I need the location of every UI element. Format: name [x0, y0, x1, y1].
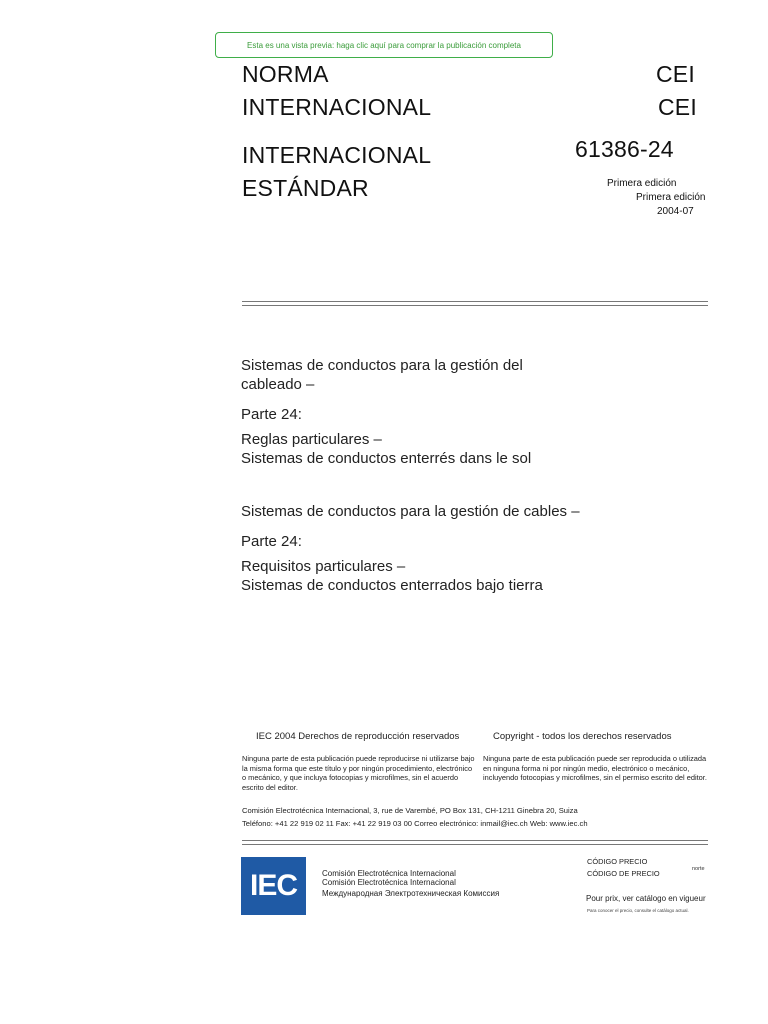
- copyright-text-right: Ninguna parte de esta publicación puede ser reproducida o utilizada en ninguna forma ni por ningún medio, electrónico o mecánico, incluyendo fotocopias y microfilmes, sin el permiso escrito del editor.: [483, 754, 707, 783]
- org-name-1: Comisión Electrotécnica Internacional: [322, 869, 456, 878]
- title1-line1: Sistemas de conductos para la gestión del: [241, 357, 523, 374]
- title1-subtitle1: Reglas particulares –: [241, 431, 382, 448]
- iec-contact: Teléfono: +41 22 919 02 11 Fax: +41 22 919 03 00 Correo electrónico: inmail@iec.ch Web: www.iec.ch: [242, 819, 588, 828]
- title2-line1: Sistemas de conductos para la gestión de cables –: [241, 503, 580, 520]
- edition-label-2: Primera edición: [636, 192, 706, 203]
- preview-purchase-banner[interactable]: Esta es una vista previa: haga clic aquí para comprar la publicación completa: [215, 32, 553, 58]
- price-code-label-2: CÓDIGO DE PRECIO: [587, 869, 660, 878]
- price-note-small: Para conocer el precio, consulte el catálogo actual.: [587, 908, 689, 913]
- standard-number: 61386-24: [575, 136, 674, 162]
- copyright-heading-left: IEC 2004 Derechos de reproducción reservados: [256, 731, 460, 742]
- divider-rule: [242, 305, 708, 306]
- footer-divider-rule: [242, 844, 708, 845]
- copyright-text-left: Ninguna parte de esta publicación puede reproducirse ni utilizarse bajo la misma forma que este título y por ningún procedimiento, electrónico o mecánico, y que incluya fotocopias y microfilmes, sin el acuerdo escrito del editor.: [242, 754, 475, 792]
- title1-subtitle2: Sistemas de conductos enterrés dans le sol: [241, 450, 532, 467]
- copyright-heading-right: Copyright - todos los derechos reservados: [493, 731, 672, 742]
- header-norma: NORMA: [242, 61, 329, 87]
- title1-line2: cableado –: [241, 376, 315, 393]
- iec-logo: IEC: [241, 857, 306, 915]
- header-internacional-1: INTERNACIONAL: [242, 94, 432, 120]
- price-note: Pour prix, ver catálogo en vigueur: [586, 894, 706, 903]
- price-code-label-1: CÓDIGO PRECIO: [587, 857, 648, 866]
- edition-date: 2004-07: [657, 206, 694, 217]
- title2-subtitle1: Requisitos particulares –: [241, 558, 406, 575]
- org-name-russian: Международная Электротехническая Комиссия: [322, 889, 500, 898]
- footer-divider-rule: [242, 840, 708, 841]
- header-cei-1: CEI: [656, 61, 695, 87]
- edition-label-1: Primera edición: [607, 178, 677, 189]
- org-name-2: Comisión Electrotécnica Internacional: [322, 878, 456, 887]
- divider-rule: [242, 301, 708, 302]
- title2-part: Parte 24:: [241, 533, 302, 550]
- header-internacional-2: INTERNACIONAL: [242, 142, 432, 168]
- header-cei-2: CEI: [658, 94, 697, 120]
- title2-subtitle2: Sistemas de conductos enterrados bajo tierra: [241, 577, 543, 594]
- iec-address: Comisión Electrotécnica Internacional, 3, rue de Varembé, PO Box 131, CH-1211 Ginebra 20, Suiza: [242, 806, 578, 815]
- title1-part: Parte 24:: [241, 406, 302, 423]
- price-code-value: norte: [692, 866, 705, 872]
- header-estandar: ESTÁNDAR: [242, 175, 369, 201]
